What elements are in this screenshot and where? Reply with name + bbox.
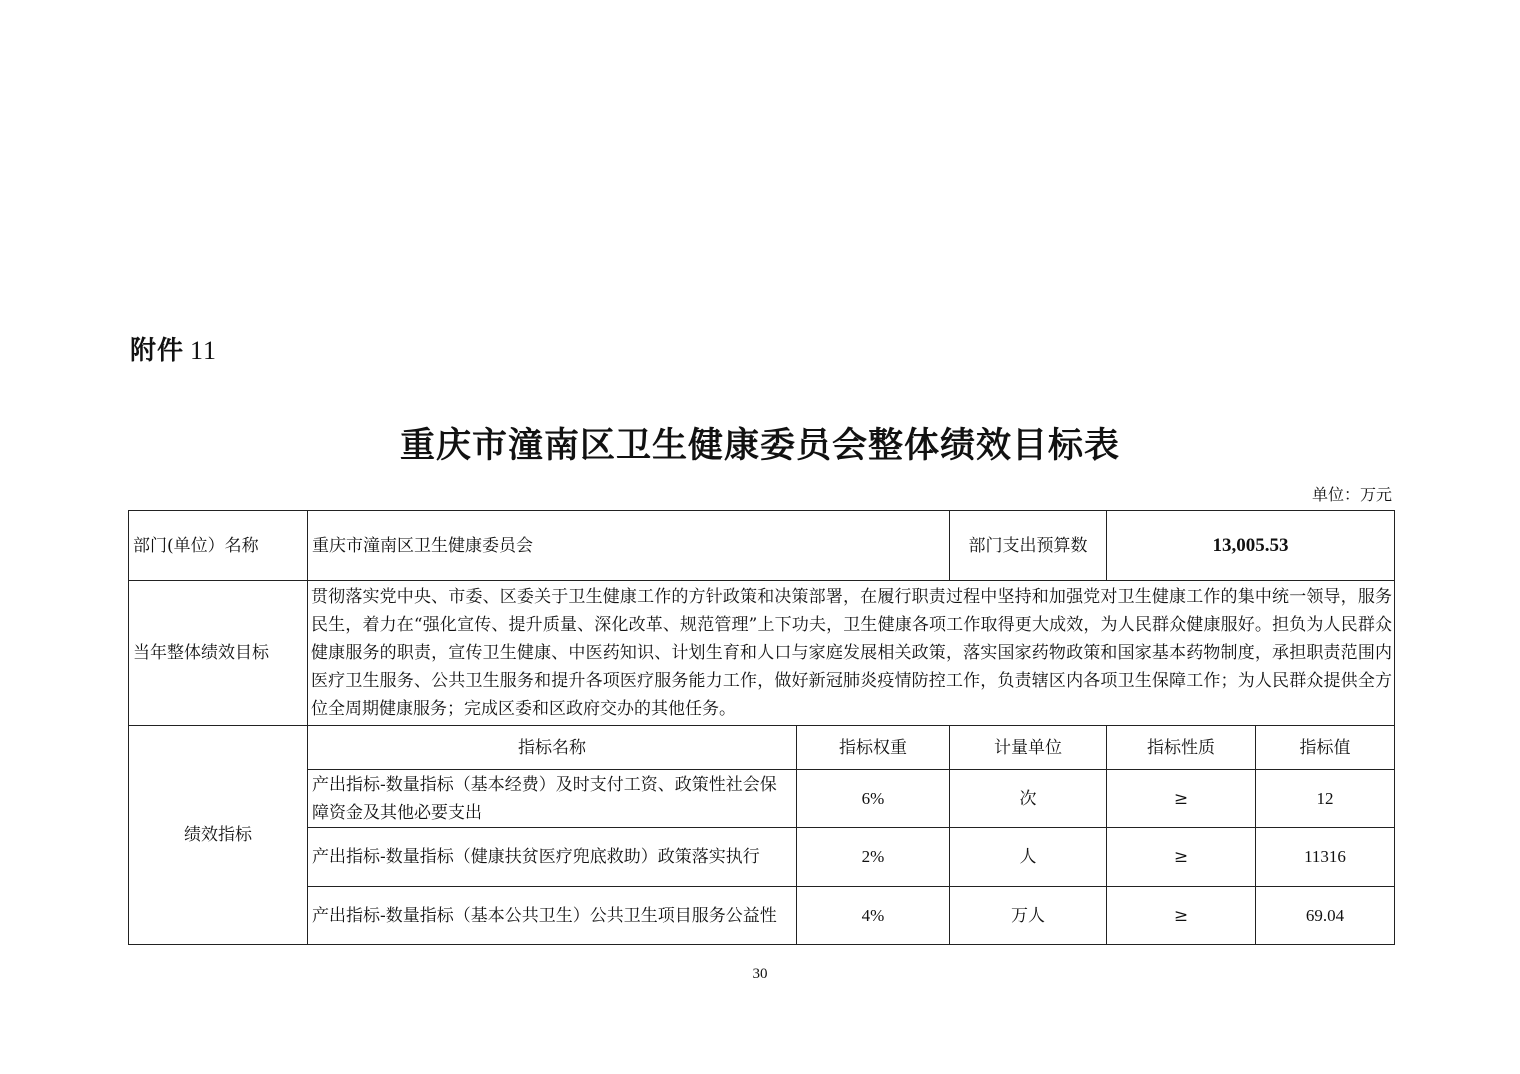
indicator-value-cell: 12 (1256, 770, 1395, 828)
indicator-weight-cell: 4% (797, 887, 950, 945)
target-label-cell: 当年整体绩效目标 (129, 581, 308, 726)
indicator-value-cell: 11316 (1256, 828, 1395, 887)
indicator-name-cell: 产出指标-数量指标（健康扶贫医疗兜底救助）政策落实执行 (308, 828, 797, 887)
unit-label: 单位：万元 (1311, 485, 1392, 504)
header-indicator-weight: 指标权重 (797, 726, 950, 770)
dept-label-cell: 部门(单位）名称 (129, 511, 308, 581)
indicator-value-cell: 69.04 (1256, 887, 1395, 945)
indicator-name-cell: 产出指标-数量指标（基本经费）及时支付工资、政策性社会保障资金及其他必要支出 (308, 770, 797, 828)
indicator-weight-cell: 6% (797, 770, 950, 828)
measure-unit-cell: 万人 (950, 887, 1107, 945)
header-indicator-name: 指标名称 (308, 726, 797, 770)
table-row (129, 770, 1395, 828)
budget-label-cell: 部门支出预算数 (950, 511, 1107, 581)
table-row (129, 887, 1395, 945)
dept-row (129, 511, 1395, 581)
header-indicator-nature: 指标性质 (1107, 726, 1256, 770)
indicator-name-cell: 产出指标-数量指标（基本公共卫生）公共卫生项目服务公益性 (308, 887, 797, 945)
indicator-nature-cell: ≥ (1107, 770, 1256, 828)
attachment-label (130, 330, 217, 367)
performance-target-table (128, 510, 1395, 945)
attachment-prefix: 附件 (130, 336, 185, 366)
indicator-nature-cell: ≥ (1107, 887, 1256, 945)
indicators-label-cell: 绩效指标 (129, 726, 308, 945)
page-number: 30 (752, 966, 768, 982)
target-text-cell: 贯彻落实党中央、市委、区委关于卫生健康工作的方针政策和决策部署，在履行职责过程中坚持和加强党对卫生健康工作的集中统一领导，服务民生，着力在“强化宣传、提升质量、深化改革、规范管理”上下功夫，卫生健康各项工作取得更大成效，为人民群众健康服好。担负为人民群众健康服务的职责，宣传卫生健康、中医药知识、计划生育和人口与家庭发展相关政策，落实国家药物政策和国家基本药物制度，承担职责范围内医疗卫生服务、公共卫生服务和提升各项医疗服务能力工作，做好新冠肺炎疫情防控工作，负责辖区内各项卫生保障工作；为人民群众提供全方位全周期健康服务；完成区委和区政府交办的其他任务。 (308, 581, 1395, 726)
attachment-number: 11 (190, 336, 218, 365)
dept-name-cell: 重庆市潼南区卫生健康委员会 (308, 511, 950, 581)
header-indicator-value: 指标值 (1256, 726, 1395, 770)
target-row (129, 581, 1395, 726)
document-title: 重庆市潼南区卫生健康委员会整体绩效目标表 (399, 425, 1120, 466)
header-measure-unit: 计量单位 (950, 726, 1107, 770)
indicator-header-row (129, 726, 1395, 770)
measure-unit-cell: 次 (950, 770, 1107, 828)
table-row (129, 828, 1395, 887)
budget-value-cell: 13,005.53 (1107, 511, 1395, 581)
indicator-nature-cell: ≥ (1107, 828, 1256, 887)
measure-unit-cell: 人 (950, 828, 1107, 887)
indicator-weight-cell: 2% (797, 828, 950, 887)
